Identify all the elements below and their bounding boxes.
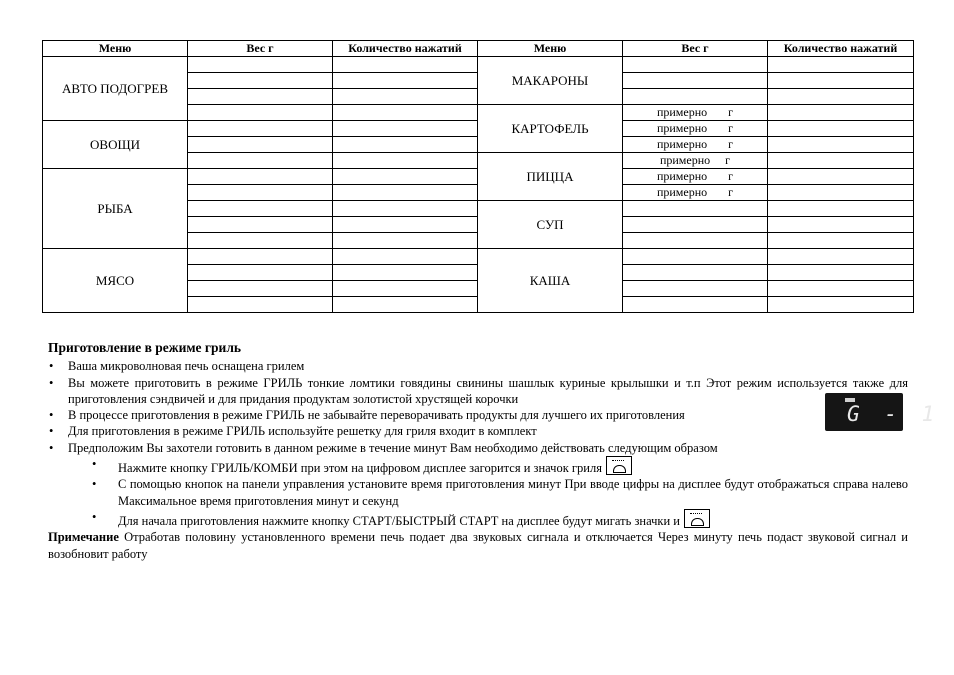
grill-icon — [684, 509, 710, 528]
menu-fish: РЫБА — [43, 169, 188, 249]
list-item: • Для приготовления в режиме ГРИЛЬ используйте решетку для гриля входит в комплект — [68, 423, 908, 439]
note — [48, 529, 908, 562]
table-row — [43, 57, 914, 73]
table-row: ПИЦЦА примерно г — [43, 153, 914, 169]
menu-porridge: КАША — [478, 249, 623, 313]
menu-pasta: МАКАРОНЫ — [478, 57, 623, 105]
cooking-menu-table — [42, 40, 914, 313]
header-menu-2: Меню — [478, 41, 623, 57]
list-item: • В процессе приготовления в режиме ГРИЛЬ не забывайте переворачивать продукты для лучшего их приготовления — [68, 407, 908, 423]
table-row: РЫБА примерно г — [43, 169, 914, 185]
list-item: • Ваша микроволновая печь оснащена грилем — [68, 358, 908, 374]
display-readout: G - 1 — [847, 402, 941, 426]
step-list — [48, 456, 908, 529]
digital-display — [825, 393, 941, 431]
menu-vegetables: ОВОЩИ — [43, 121, 188, 169]
step-item: • С помощью кнопок на панели управления установите время приготовления минут При вводе цифры на дисплее будут отображаться справа налево Максимальное время приготовления минут и секунд — [118, 476, 908, 509]
grill-icon — [606, 456, 632, 475]
header-presses-2: Количество нажатий — [768, 41, 914, 57]
header-menu: Меню — [43, 41, 188, 57]
table-row: ОВОЩИ примерно г — [43, 121, 914, 137]
table-row: примерно г — [43, 185, 914, 201]
table-row: примерно г — [43, 137, 914, 153]
header-weight: Вес г — [188, 41, 333, 57]
list-item: • Вы можете приготовить в режиме ГРИЛЬ тонкие ломтики говядины свинины шашлык куриные крылышки и т.п Этот режим используется также для приготовления сэндвичей и для придания продуктам золотистой хрустящей корочки — [68, 375, 908, 408]
header-presses: Количество нажатий — [333, 41, 478, 57]
table-row: КАРТОФЕЛЬ примерно г — [43, 105, 914, 121]
menu-potato: КАРТОФЕЛЬ — [478, 105, 623, 153]
section-title: Приготовление в режиме гриль — [48, 340, 242, 355]
grill-instructions — [48, 340, 908, 562]
step-item: • Для начала приготовления нажмите кнопку СТАРТ/БЫСТРЫЙ СТАРТ на дисплее будут мигать значки и — [118, 509, 908, 529]
list-item: • Предположим Вы захотели готовить в данном режиме в течение минут Вам необходимо действовать следующим образом — [68, 440, 908, 456]
menu-soup: СУП — [478, 201, 623, 249]
note-text: Отработав половину установленного времени печь подает два звуковых сигнала и отключается Через минуту печь подаст звуковой сигнал и возобновит работу — [48, 530, 908, 561]
note-label: Примечание — [48, 530, 119, 545]
menu-meat: МЯСО — [43, 249, 188, 313]
step-item: • Нажмите кнопку ГРИЛЬ/КОМБИ при этом на цифровом дисплее загорится и значок гриля — [118, 456, 908, 476]
menu-auto-reheat: АВТО ПОДОГРЕВ — [43, 57, 188, 121]
instruction-list — [48, 358, 908, 456]
table-row — [43, 249, 914, 265]
menu-pizza: ПИЦЦА — [478, 153, 623, 201]
header-weight-2: Вес г — [623, 41, 768, 57]
